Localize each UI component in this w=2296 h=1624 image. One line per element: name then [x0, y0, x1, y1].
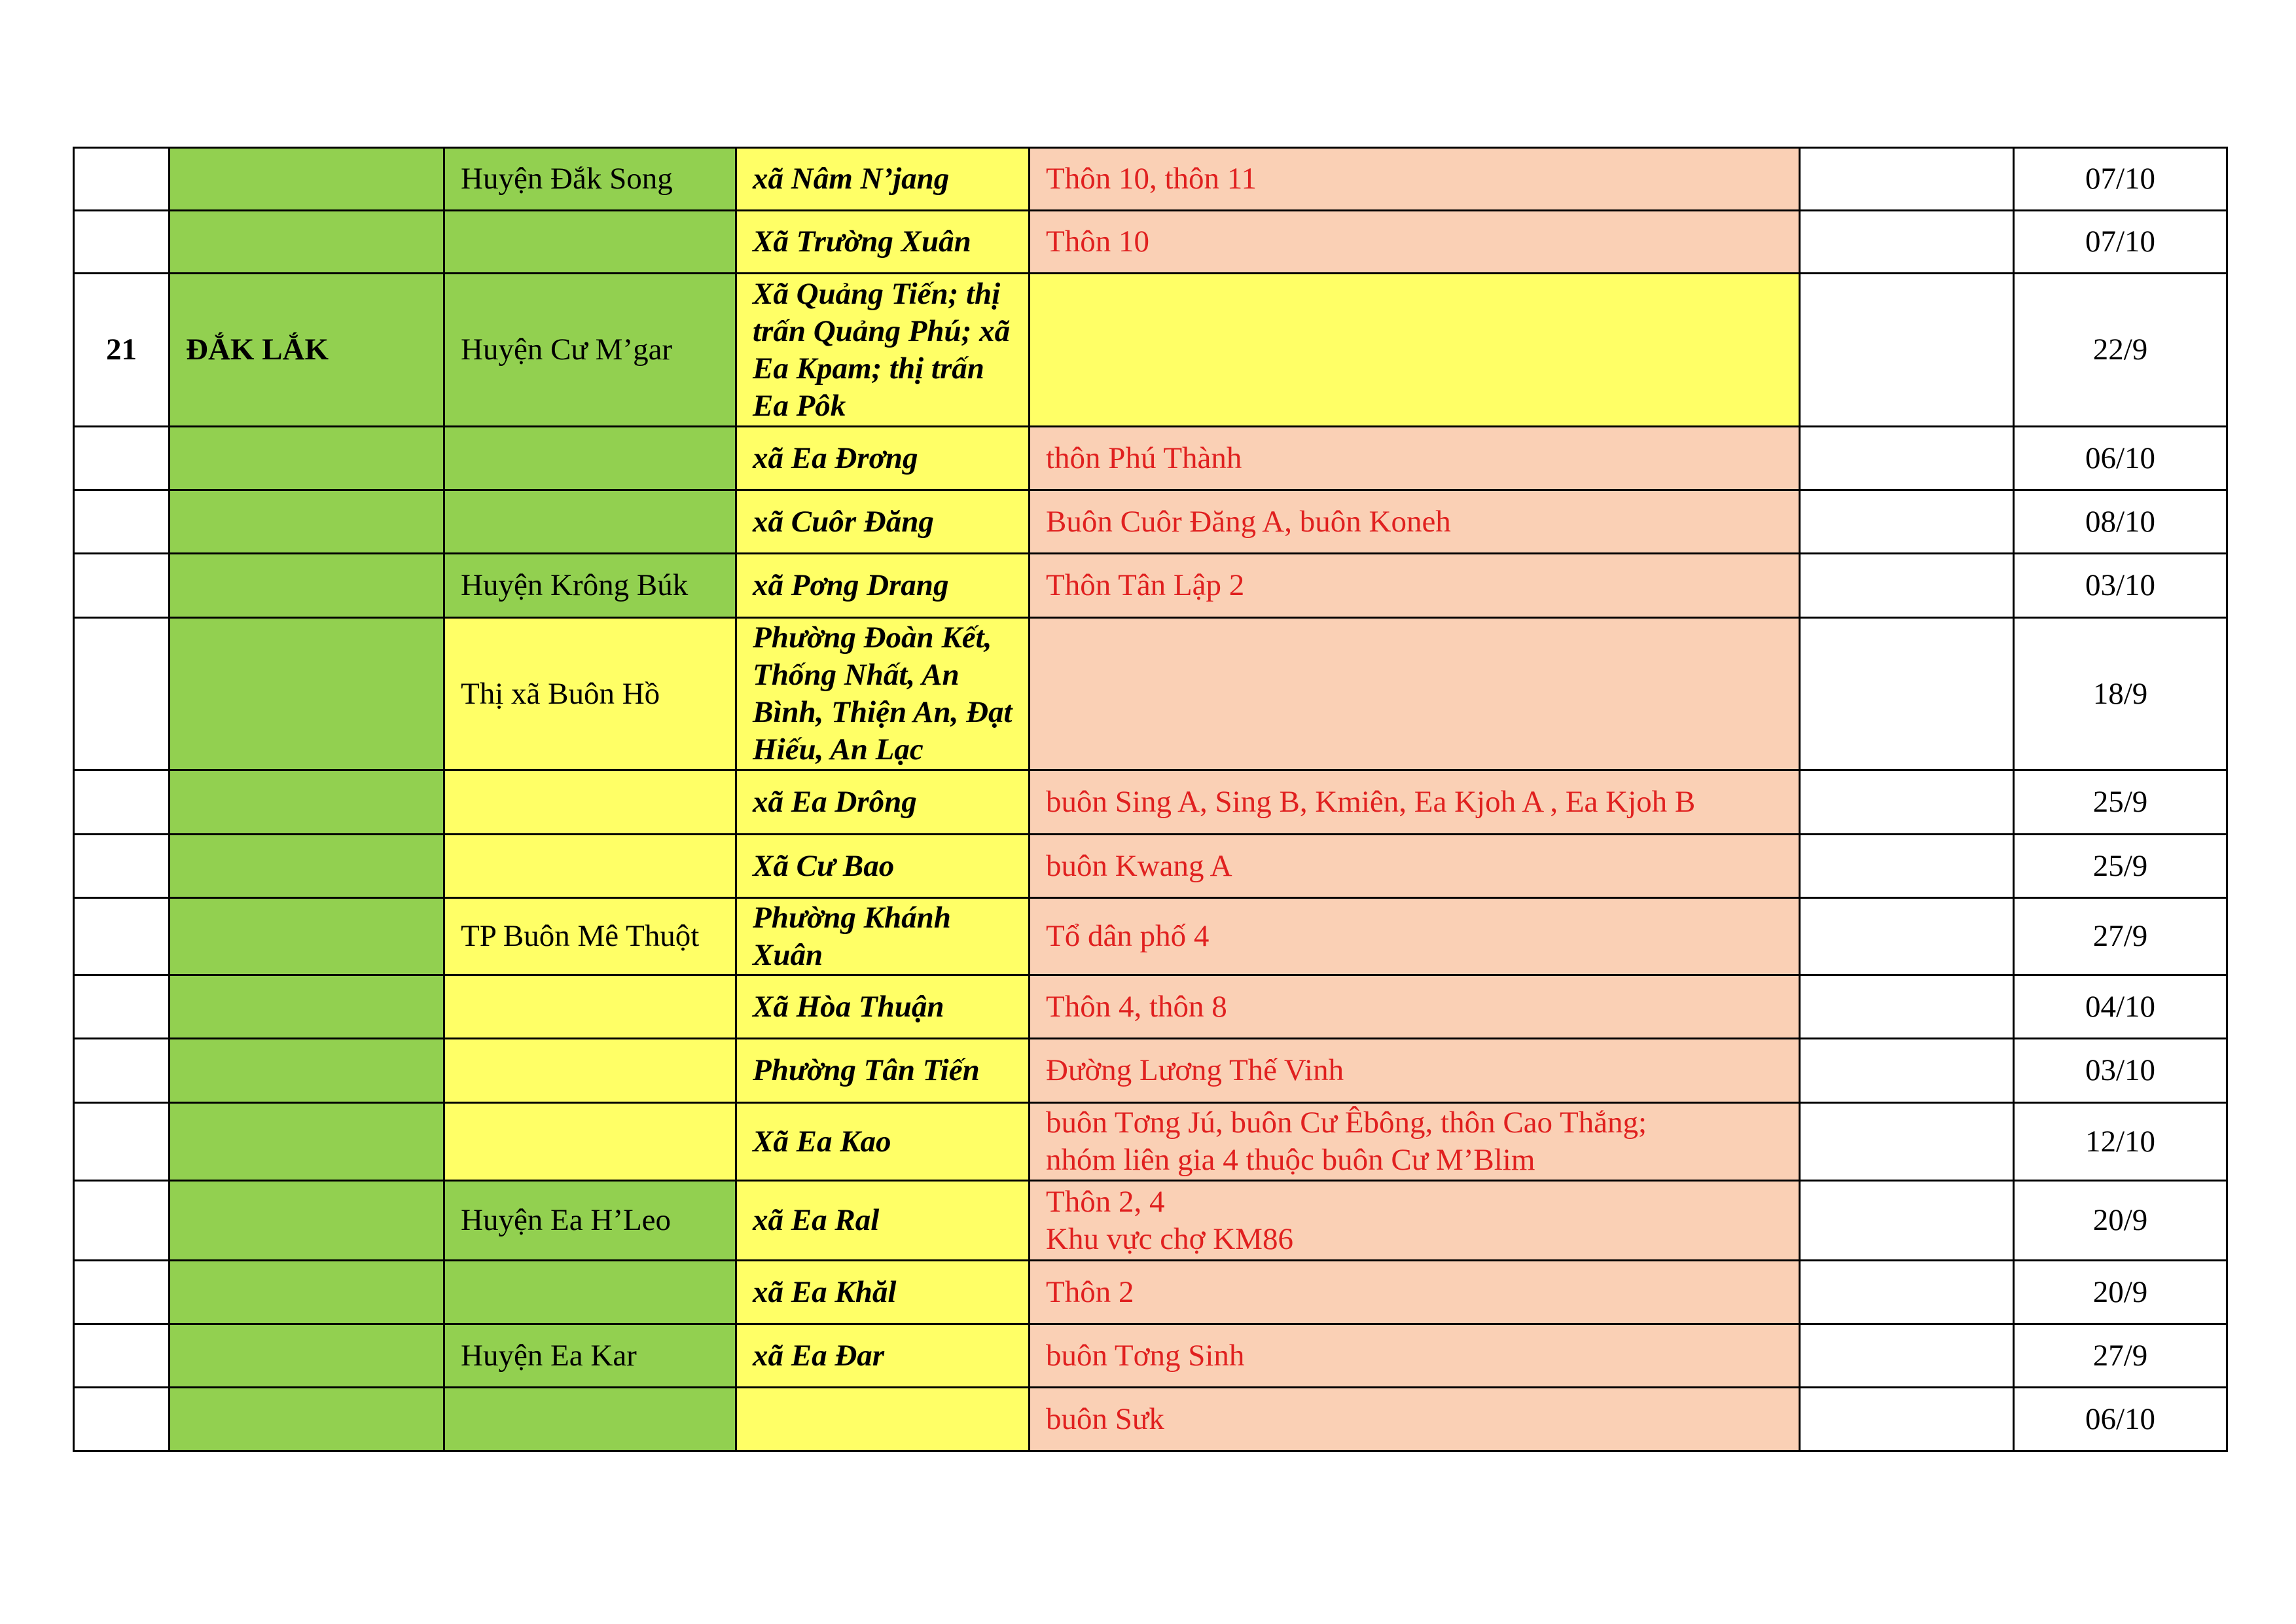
commune-cell: Phường Đoàn Kết, Thống Nhất, An Bình, Thiện An, Đạt Hiếu, An Lạc	[736, 618, 1030, 770]
commune-cell: Xã Cư Bao	[736, 835, 1030, 898]
table-row	[74, 211, 2227, 274]
province-cell: ĐẮK LẮK	[170, 274, 444, 427]
province-cell	[170, 1388, 444, 1451]
province-cell	[170, 1103, 444, 1181]
area-cell	[1030, 1181, 1800, 1261]
commune-cell: xã Ea Khăl	[736, 1261, 1030, 1324]
blank-cell	[1800, 1324, 2014, 1388]
area-cell	[1030, 211, 1800, 274]
table-row	[74, 274, 2227, 427]
province-cell	[170, 1324, 444, 1388]
date-cell: 12/10	[2014, 1103, 2227, 1181]
table-row	[74, 1103, 2227, 1181]
date-cell: 07/10	[2014, 148, 2227, 211]
blank-cell	[1800, 835, 2014, 898]
outbreak-table	[73, 147, 2228, 1452]
province-cell	[170, 770, 444, 835]
blank-cell	[1800, 148, 2014, 211]
commune-cell: Xã Hòa Thuận	[736, 975, 1030, 1039]
blank-cell	[1800, 1039, 2014, 1103]
area-cell	[1030, 490, 1800, 554]
district-cell	[444, 1039, 736, 1103]
date-cell: 22/9	[2014, 274, 2227, 427]
date-cell: 04/10	[2014, 975, 2227, 1039]
table-row	[74, 148, 2227, 211]
date-cell: 06/10	[2014, 1388, 2227, 1451]
commune-cell: Phường Khánh Xuân	[736, 898, 1030, 975]
row-number-cell	[74, 490, 170, 554]
row-number-cell	[74, 770, 170, 835]
commune-cell: Xã Trường Xuân	[736, 211, 1030, 274]
area-line: Thôn 10, thôn 11	[1046, 162, 1257, 196]
table-row	[74, 1324, 2227, 1388]
district-cell: Huyện Cư M’gar	[444, 274, 736, 427]
date-cell: 27/9	[2014, 898, 2227, 975]
district-cell	[444, 211, 736, 274]
area-cell	[1030, 427, 1800, 490]
area-line: Thôn 10	[1046, 225, 1149, 259]
date-cell: 25/9	[2014, 770, 2227, 835]
row-number-cell	[74, 1103, 170, 1181]
province-cell	[170, 427, 444, 490]
date-cell: 18/9	[2014, 618, 2227, 770]
commune-cell: xã Pơng Drang	[736, 554, 1030, 618]
district-cell	[444, 835, 736, 898]
commune-cell: Xã Ea Kao	[736, 1103, 1030, 1181]
area-line: Tổ dân phố 4	[1046, 919, 1210, 953]
area-line: Thôn Tân Lập 2	[1046, 568, 1245, 602]
date-cell: 07/10	[2014, 211, 2227, 274]
area-cell	[1030, 1388, 1800, 1451]
area-cell	[1030, 618, 1800, 770]
province-cell	[170, 1261, 444, 1324]
row-number-cell	[74, 835, 170, 898]
area-cell	[1030, 770, 1800, 835]
row-number-cell: 21	[74, 274, 170, 427]
area-line: Thôn 4, thôn 8	[1046, 989, 1227, 1024]
district-cell	[444, 490, 736, 554]
area-cell	[1030, 554, 1800, 618]
blank-cell	[1800, 975, 2014, 1039]
commune-cell: Xã Quảng Tiến; thị trấn Quảng Phú; xã Ea Kpam; thị trấn Ea Pôk	[736, 274, 1030, 427]
area-line: buôn Sing A, Sing B, Kmiên, Ea Kjoh A , Ea Kjoh B	[1046, 785, 1696, 819]
table-row	[74, 490, 2227, 554]
area-cell	[1030, 835, 1800, 898]
area-line: thôn Phú Thành	[1046, 441, 1242, 475]
date-cell: 06/10	[2014, 427, 2227, 490]
province-cell	[170, 618, 444, 770]
blank-cell	[1800, 1261, 2014, 1324]
blank-cell	[1800, 770, 2014, 835]
blank-cell	[1800, 898, 2014, 975]
district-cell	[444, 770, 736, 835]
area-line: Khu vực chợ KM86	[1046, 1221, 1293, 1256]
table-body	[74, 148, 2227, 1451]
commune-cell: Phường Tân Tiến	[736, 1039, 1030, 1103]
table-row	[74, 1039, 2227, 1103]
province-cell	[170, 148, 444, 211]
date-cell: 27/9	[2014, 1324, 2227, 1388]
date-cell: 03/10	[2014, 1039, 2227, 1103]
date-cell: 25/9	[2014, 835, 2227, 898]
blank-cell	[1800, 490, 2014, 554]
area-line: nhóm liên gia 4 thuộc buôn Cư M’Blim	[1046, 1143, 1535, 1177]
province-cell	[170, 1181, 444, 1261]
date-cell: 20/9	[2014, 1261, 2227, 1324]
area-line: Thôn 2, 4	[1046, 1184, 1165, 1219]
area-line: buôn Tơng Jú, buôn Cư Êbông, thôn Cao Thắng;	[1046, 1106, 1647, 1140]
commune-cell: xã Cuôr Đăng	[736, 490, 1030, 554]
area-line: Buôn Cuôr Đăng A, buôn Koneh	[1046, 504, 1451, 539]
commune-cell: xã Ea Đar	[736, 1324, 1030, 1388]
row-number-cell	[74, 1388, 170, 1451]
row-number-cell	[74, 1039, 170, 1103]
row-number-cell	[74, 1324, 170, 1388]
blank-cell	[1800, 1388, 2014, 1451]
district-cell: Huyện Đắk Song	[444, 148, 736, 211]
commune-cell: xã Ea Drông	[736, 770, 1030, 835]
row-number-cell	[74, 554, 170, 618]
district-cell: TP Buôn Mê Thuột	[444, 898, 736, 975]
commune-cell: xã Ea Đrơng	[736, 427, 1030, 490]
date-cell: 03/10	[2014, 554, 2227, 618]
district-cell: Huyện Ea H’Leo	[444, 1181, 736, 1261]
row-number-cell	[74, 1261, 170, 1324]
table-row	[74, 618, 2227, 770]
table-row	[74, 898, 2227, 975]
blank-cell	[1800, 427, 2014, 490]
area-line: Đường Lương Thế Vinh	[1046, 1053, 1344, 1087]
area-cell	[1030, 975, 1800, 1039]
blank-cell	[1800, 618, 2014, 770]
province-cell	[170, 975, 444, 1039]
district-cell	[444, 1261, 736, 1324]
table-row	[74, 835, 2227, 898]
district-cell	[444, 427, 736, 490]
table-row	[74, 770, 2227, 835]
area-cell	[1030, 1261, 1800, 1324]
area-cell	[1030, 1103, 1800, 1181]
district-cell: Thị xã Buôn Hồ	[444, 618, 736, 770]
row-number-cell	[74, 148, 170, 211]
blank-cell	[1800, 554, 2014, 618]
table-row	[74, 1181, 2227, 1261]
row-number-cell	[74, 618, 170, 770]
province-cell	[170, 1039, 444, 1103]
area-cell	[1030, 148, 1800, 211]
district-cell	[444, 975, 736, 1039]
table-row	[74, 1261, 2227, 1324]
district-cell: Huyện Ea Kar	[444, 1324, 736, 1388]
area-line: Thôn 2	[1046, 1274, 1134, 1309]
district-cell	[444, 1103, 736, 1181]
row-number-cell	[74, 211, 170, 274]
area-line: buôn Kwang A	[1046, 848, 1232, 883]
blank-cell	[1800, 274, 2014, 427]
district-cell: Huyện Krông Búk	[444, 554, 736, 618]
district-cell	[444, 1388, 736, 1451]
area-cell	[1030, 1324, 1800, 1388]
blank-cell	[1800, 211, 2014, 274]
area-cell	[1030, 1039, 1800, 1103]
area-line: buôn Tơng Sinh	[1046, 1338, 1245, 1373]
row-number-cell	[74, 427, 170, 490]
province-cell	[170, 211, 444, 274]
province-cell	[170, 490, 444, 554]
province-cell	[170, 835, 444, 898]
table-row	[74, 975, 2227, 1039]
province-cell	[170, 554, 444, 618]
area-cell	[1030, 274, 1800, 427]
table-row	[74, 554, 2227, 618]
row-number-cell	[74, 975, 170, 1039]
blank-cell	[1800, 1181, 2014, 1261]
date-cell: 20/9	[2014, 1181, 2227, 1261]
commune-cell: xã Nâm N’jang	[736, 148, 1030, 211]
area-line: buôn Sưk	[1046, 1401, 1164, 1436]
table-row	[74, 427, 2227, 490]
area-cell	[1030, 898, 1800, 975]
commune-cell: xã Ea Ral	[736, 1181, 1030, 1261]
blank-cell	[1800, 1103, 2014, 1181]
commune-cell	[736, 1388, 1030, 1451]
row-number-cell	[74, 898, 170, 975]
row-number-cell	[74, 1181, 170, 1261]
date-cell: 08/10	[2014, 490, 2227, 554]
province-cell	[170, 898, 444, 975]
table-row	[74, 1388, 2227, 1451]
